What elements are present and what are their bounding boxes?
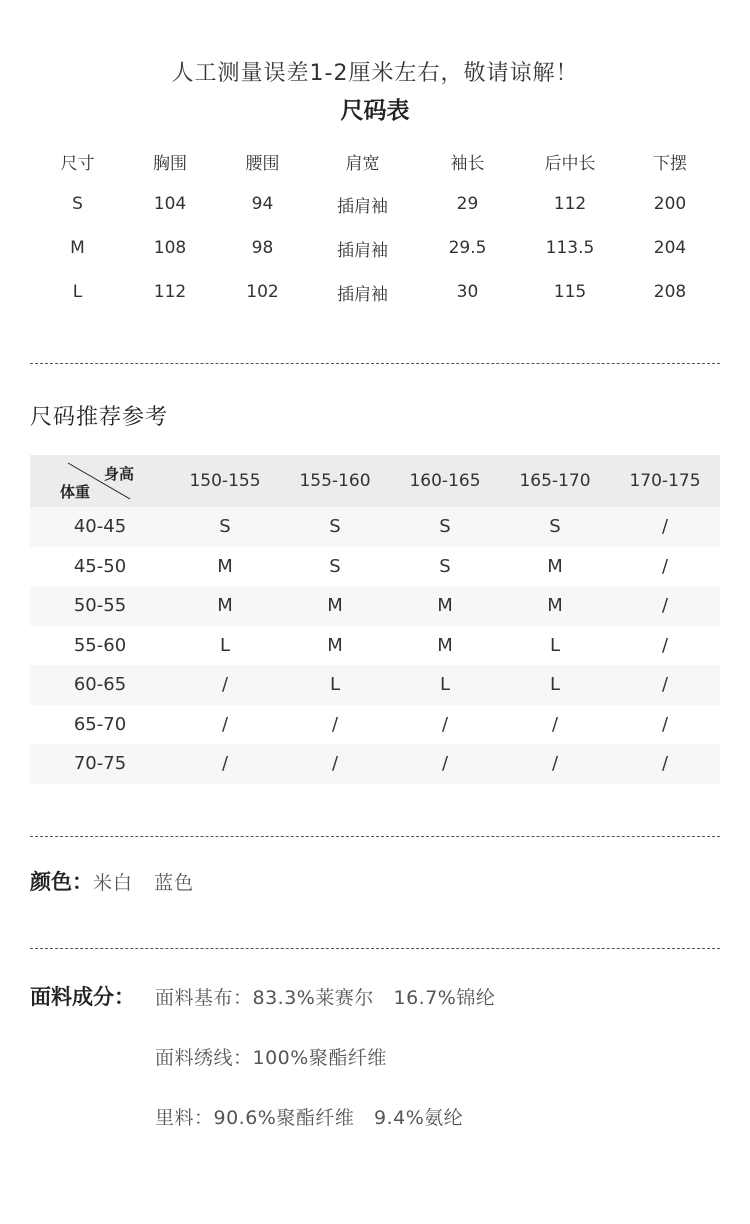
diagonal-line (30, 455, 170, 507)
recommend-row (30, 705, 720, 745)
size-cell: 108 (153, 238, 187, 258)
size-cell: 29.5 (448, 238, 487, 258)
height-header-cell: 165-170 (519, 471, 591, 491)
size-cell: / (441, 753, 449, 775)
measurement-note: 人工测量误差1-2厘米左右，敬请谅解！ (171, 61, 579, 86)
size-cell: / (331, 753, 339, 775)
size-chart-header-cell: 腰围 (245, 153, 280, 174)
size-cell: / (551, 713, 559, 735)
recommend-row (30, 744, 720, 784)
recommend-row (30, 586, 720, 626)
dashed-divider (30, 363, 720, 364)
size-chart-header-cell: 肩宽 (345, 153, 380, 174)
size-chart-header-cell: 后中长 (544, 153, 596, 174)
height-axis-label: 身高 (104, 465, 135, 483)
size-cell: / (661, 516, 669, 538)
size-cell: 200 (653, 194, 687, 214)
size-cell: M (547, 595, 563, 617)
size-cell: 插肩袖 (337, 196, 388, 217)
size-chart-row (30, 226, 720, 270)
size-cell: S (219, 516, 231, 538)
size-chart-header-cell: 尺寸 (60, 153, 95, 174)
size-chart-row (30, 270, 720, 314)
height-header-cell: 155-160 (299, 471, 371, 491)
size-cell: S (329, 516, 341, 538)
size-cell: M (217, 595, 233, 617)
size-cell: M (327, 634, 343, 656)
size-cell: / (661, 713, 669, 735)
size-cell: S (439, 555, 451, 577)
size-chart-header-cell: 胸围 (153, 153, 187, 174)
recommend-header-row (30, 455, 720, 507)
weight-axis-label: 体重 (60, 483, 91, 501)
size-cell: 插肩袖 (337, 240, 388, 261)
recommend-row (30, 626, 720, 666)
height-header-cell: 170-175 (629, 471, 701, 491)
weight-cell: 45-50 (73, 555, 127, 577)
size-cell: L (329, 674, 341, 696)
size-cell: 插肩袖 (337, 284, 388, 305)
recommend-body (30, 507, 720, 784)
size-chart-header-row (30, 140, 720, 182)
size-cell: / (661, 634, 669, 656)
size-cell: / (661, 595, 669, 617)
size-cell: 112 (153, 282, 187, 302)
size-cell: / (221, 713, 229, 735)
size-chart-row (30, 182, 720, 226)
recommend-row (30, 547, 720, 587)
size-cell: 102 (246, 282, 279, 302)
size-cell: M (547, 555, 563, 577)
height-header-cell: 150-155 (189, 471, 261, 491)
size-cell: M (70, 238, 85, 258)
size-cell: S (549, 516, 561, 538)
weight-cell: 55-60 (73, 634, 127, 656)
fabric-line: 里料：90.6%聚酯纤维 9.4%氨纶 (155, 1107, 464, 1129)
size-cell: / (661, 753, 669, 775)
size-cell: L (549, 634, 561, 656)
size-chart-title: 尺码表 (340, 98, 410, 124)
size-cell: 113.5 (545, 238, 595, 258)
size-cell: M (327, 595, 343, 617)
size-cell: 112 (553, 194, 587, 214)
size-cell: / (551, 753, 559, 775)
color-label: 颜色： (30, 870, 93, 894)
size-cell: 204 (653, 238, 687, 258)
fabric-line: 面料基布：83.3%莱赛尔 16.7%锦纶 (155, 987, 496, 1009)
color-info (30, 866, 194, 896)
size-cell: 104 (153, 194, 187, 214)
weight-cell: 70-75 (73, 753, 127, 775)
size-cell: M (437, 634, 453, 656)
size-cell: 94 (251, 194, 274, 214)
size-cell: / (661, 555, 669, 577)
size-cell: / (221, 674, 229, 696)
size-cell: 98 (251, 238, 274, 258)
recommend-row (30, 507, 720, 547)
size-cell: S (439, 516, 451, 538)
corner-cell (30, 455, 170, 507)
size-cell: L (72, 282, 83, 302)
size-cell: M (437, 595, 453, 617)
size-cell: 115 (553, 282, 587, 302)
size-cell: M (217, 555, 233, 577)
color-value: 米白 蓝色 (93, 872, 195, 894)
weight-cell: 60-65 (73, 674, 127, 696)
size-cell: S (72, 194, 83, 214)
size-chart-header-cell: 袖长 (450, 153, 485, 174)
recommend-row (30, 665, 720, 705)
size-cell: / (221, 753, 229, 775)
size-cell: L (219, 634, 231, 656)
weight-cell: 50-55 (73, 595, 127, 617)
size-recommend-table (30, 455, 720, 784)
recommend-title: 尺码推荐参考 (30, 405, 169, 430)
size-cell: 29 (456, 194, 479, 214)
dashed-divider (30, 948, 720, 949)
weight-cell: 40-45 (73, 516, 127, 538)
size-cell: S (329, 555, 341, 577)
dashed-divider (30, 836, 720, 837)
weight-cell: 65-70 (73, 713, 127, 735)
size-cell: 30 (456, 282, 479, 302)
fabric-label: 面料成分： (30, 985, 135, 1009)
size-cell: / (441, 713, 449, 735)
size-cell: 208 (653, 282, 687, 302)
size-cell: L (439, 674, 451, 696)
size-chart-header-cell: 下摆 (653, 153, 687, 174)
height-header-cell: 160-165 (409, 471, 481, 491)
size-chart-table (30, 140, 720, 314)
fabric-line: 面料绣线：100%聚酯纤维 (155, 1047, 387, 1069)
size-cell: / (661, 674, 669, 696)
size-cell: / (331, 713, 339, 735)
size-cell: L (549, 674, 561, 696)
